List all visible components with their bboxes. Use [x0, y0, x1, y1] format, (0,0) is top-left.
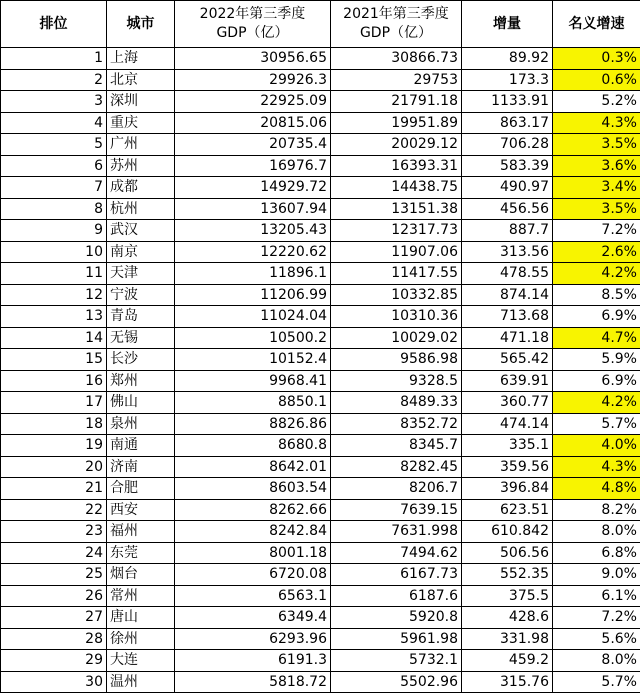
- growth-cell[interactable]: 5.7%: [553, 413, 640, 435]
- growth-cell[interactable]: 6.1%: [553, 585, 640, 607]
- gdp-2021-cell[interactable]: 8345.7: [331, 435, 462, 457]
- table-row: [1, 134, 640, 156]
- table-row: [1, 671, 640, 693]
- gdp-2021-cell[interactable]: 10332.85: [331, 284, 462, 306]
- table-row: [1, 456, 640, 478]
- growth-cell[interactable]: 3.5%: [553, 198, 640, 220]
- increase-cell[interactable]: 623.51: [462, 499, 553, 521]
- header-row: [1, 1, 640, 48]
- gdp-2022-cell[interactable]: 6191.3: [175, 650, 331, 672]
- gdp-2022-cell[interactable]: 10152.4: [175, 349, 331, 371]
- header-growth[interactable]: 名义增速: [553, 1, 640, 48]
- gdp-2022-cell[interactable]: 8826.86: [175, 413, 331, 435]
- city-cell[interactable]: 杭州: [107, 198, 175, 220]
- growth-cell[interactable]: 0.6%: [553, 69, 640, 91]
- city-cell[interactable]: 南京: [107, 241, 175, 263]
- increase-cell[interactable]: 173.3: [462, 69, 553, 91]
- growth-cell[interactable]: 5.2%: [553, 91, 640, 113]
- growth-cell[interactable]: 6.9%: [553, 370, 640, 392]
- city-cell[interactable]: 南通: [107, 435, 175, 457]
- rank-cell[interactable]: 28: [1, 628, 107, 650]
- rank-cell[interactable]: 16: [1, 370, 107, 392]
- gdp-2021-cell[interactable]: 16393.31: [331, 155, 462, 177]
- city-cell[interactable]: 无锡: [107, 327, 175, 349]
- rank-cell[interactable]: 6: [1, 155, 107, 177]
- city-cell[interactable]: 深圳: [107, 91, 175, 113]
- gdp-2021-cell[interactable]: 8282.45: [331, 456, 462, 478]
- city-cell[interactable]: 佛山: [107, 392, 175, 414]
- increase-cell[interactable]: 315.76: [462, 671, 553, 693]
- gdp-2021-cell[interactable]: 8489.33: [331, 392, 462, 414]
- gdp-2021-cell[interactable]: 5502.96: [331, 671, 462, 693]
- rank-cell[interactable]: 8: [1, 198, 107, 220]
- increase-cell[interactable]: 459.2: [462, 650, 553, 672]
- city-cell[interactable]: 西安: [107, 499, 175, 521]
- gdp-2022-cell[interactable]: 20815.06: [175, 112, 331, 134]
- city-cell[interactable]: 上海: [107, 48, 175, 70]
- gdp-2022-cell[interactable]: 8603.54: [175, 478, 331, 500]
- increase-cell[interactable]: 552.35: [462, 564, 553, 586]
- increase-cell[interactable]: 335.1: [462, 435, 553, 457]
- rank-cell[interactable]: 4: [1, 112, 107, 134]
- increase-cell[interactable]: 360.77: [462, 392, 553, 414]
- growth-cell[interactable]: 4.0%: [553, 435, 640, 457]
- gdp-2021-cell[interactable]: 9328.5: [331, 370, 462, 392]
- city-cell[interactable]: 合肥: [107, 478, 175, 500]
- table-row: [1, 564, 640, 586]
- gdp-2021-cell[interactable]: 20029.12: [331, 134, 462, 156]
- table-row: [1, 241, 640, 263]
- table-row: [1, 650, 640, 672]
- rank-cell[interactable]: 17: [1, 392, 107, 414]
- gdp-2022-cell[interactable]: 20735.4: [175, 134, 331, 156]
- gdp-2022-cell[interactable]: 11024.04: [175, 306, 331, 328]
- increase-cell[interactable]: 506.56: [462, 542, 553, 564]
- table-row: [1, 327, 640, 349]
- city-cell[interactable]: 徐州: [107, 628, 175, 650]
- gdp-2021-cell[interactable]: 6187.6: [331, 585, 462, 607]
- growth-cell[interactable]: 8.5%: [553, 284, 640, 306]
- table-row: [1, 198, 640, 220]
- table-row: [1, 542, 640, 564]
- gdp-2022-cell[interactable]: 8850.1: [175, 392, 331, 414]
- growth-cell[interactable]: 6.8%: [553, 542, 640, 564]
- gdp-2021-cell[interactable]: 7631.998: [331, 521, 462, 543]
- table-row: [1, 478, 640, 500]
- gdp-2022-cell[interactable]: 14929.72: [175, 177, 331, 199]
- growth-cell[interactable]: 8.2%: [553, 499, 640, 521]
- growth-cell[interactable]: 7.2%: [553, 607, 640, 629]
- city-cell[interactable]: 泉州: [107, 413, 175, 435]
- table-row: [1, 220, 640, 242]
- rank-cell[interactable]: 18: [1, 413, 107, 435]
- growth-cell[interactable]: 3.4%: [553, 177, 640, 199]
- gdp-2021-cell[interactable]: 8206.7: [331, 478, 462, 500]
- increase-cell[interactable]: 639.91: [462, 370, 553, 392]
- city-cell[interactable]: 天津: [107, 263, 175, 285]
- table-row: [1, 435, 640, 457]
- table-row: [1, 349, 640, 371]
- table-row: [1, 48, 640, 70]
- gdp-2022-cell[interactable]: 12220.62: [175, 241, 331, 263]
- growth-cell[interactable]: 4.7%: [553, 327, 640, 349]
- growth-cell[interactable]: 5.6%: [553, 628, 640, 650]
- city-cell[interactable]: 北京: [107, 69, 175, 91]
- city-cell[interactable]: 长沙: [107, 349, 175, 371]
- table-row: [1, 112, 640, 134]
- table-row: [1, 284, 640, 306]
- gdp-2022-cell[interactable]: 6349.4: [175, 607, 331, 629]
- rank-cell[interactable]: 14: [1, 327, 107, 349]
- table-row: [1, 91, 640, 113]
- city-cell[interactable]: 大连: [107, 650, 175, 672]
- rank-cell[interactable]: 24: [1, 542, 107, 564]
- growth-cell[interactable]: 6.9%: [553, 306, 640, 328]
- gdp-2021-cell[interactable]: 7639.15: [331, 499, 462, 521]
- increase-cell[interactable]: 1133.91: [462, 91, 553, 113]
- growth-cell[interactable]: 8.0%: [553, 650, 640, 672]
- rank-cell[interactable]: 30: [1, 671, 107, 693]
- increase-cell[interactable]: 456.56: [462, 198, 553, 220]
- gdp-2021-cell[interactable]: 12317.73: [331, 220, 462, 242]
- growth-cell[interactable]: 4.2%: [553, 392, 640, 414]
- city-cell[interactable]: 温州: [107, 671, 175, 693]
- increase-cell[interactable]: 428.6: [462, 607, 553, 629]
- gdp-2021-cell[interactable]: 5961.98: [331, 628, 462, 650]
- gdp-2021-cell[interactable]: 11907.06: [331, 241, 462, 263]
- table-row: [1, 585, 640, 607]
- gdp-2021-cell[interactable]: 9586.98: [331, 349, 462, 371]
- increase-cell[interactable]: 887.7: [462, 220, 553, 242]
- table-body: [1, 48, 640, 693]
- increase-cell[interactable]: 565.42: [462, 349, 553, 371]
- gdp-2022-cell[interactable]: 8001.18: [175, 542, 331, 564]
- rank-cell[interactable]: 13: [1, 306, 107, 328]
- gdp-2022-cell[interactable]: 8642.01: [175, 456, 331, 478]
- rank-cell[interactable]: 21: [1, 478, 107, 500]
- city-cell[interactable]: 济南: [107, 456, 175, 478]
- increase-cell[interactable]: 471.18: [462, 327, 553, 349]
- increase-cell[interactable]: 874.14: [462, 284, 553, 306]
- table-row: [1, 413, 640, 435]
- increase-cell[interactable]: 713.68: [462, 306, 553, 328]
- rank-cell[interactable]: 10: [1, 241, 107, 263]
- header-gdp-2021[interactable]: [331, 1, 462, 48]
- header-city[interactable]: 城市: [107, 1, 175, 48]
- rank-cell[interactable]: 11: [1, 263, 107, 285]
- increase-cell[interactable]: 396.84: [462, 478, 553, 500]
- city-cell[interactable]: 成都: [107, 177, 175, 199]
- table-row: [1, 306, 640, 328]
- gdp-2022-cell[interactable]: 5818.72: [175, 671, 331, 693]
- rank-cell[interactable]: 9: [1, 220, 107, 242]
- increase-cell[interactable]: 89.92: [462, 48, 553, 70]
- growth-cell[interactable]: 5.7%: [553, 671, 640, 693]
- city-cell[interactable]: 苏州: [107, 155, 175, 177]
- gdp-2022-cell[interactable]: 30956.65: [175, 48, 331, 70]
- rank-cell[interactable]: 7: [1, 177, 107, 199]
- increase-cell[interactable]: 490.97: [462, 177, 553, 199]
- city-cell[interactable]: 广州: [107, 134, 175, 156]
- gdp-2022-cell[interactable]: 29926.3: [175, 69, 331, 91]
- gdp-2021-cell[interactable]: 19951.89: [331, 112, 462, 134]
- gdp-2021-cell[interactable]: 13151.38: [331, 198, 462, 220]
- increase-cell[interactable]: 863.17: [462, 112, 553, 134]
- table-row: [1, 155, 640, 177]
- header-gdp-2021-line2: GDP（亿）: [359, 25, 433, 41]
- table-row: [1, 370, 640, 392]
- gdp-2022-cell[interactable]: 6720.08: [175, 564, 331, 586]
- increase-cell[interactable]: 359.56: [462, 456, 553, 478]
- gdp-2021-cell[interactable]: 7494.62: [331, 542, 462, 564]
- gdp-2022-cell[interactable]: 11896.1: [175, 263, 331, 285]
- rank-cell[interactable]: 23: [1, 521, 107, 543]
- gdp-2022-cell[interactable]: 10500.2: [175, 327, 331, 349]
- gdp-2021-cell[interactable]: 21791.18: [331, 91, 462, 113]
- increase-cell[interactable]: 478.55: [462, 263, 553, 285]
- gdp-2021-cell[interactable]: 10029.02: [331, 327, 462, 349]
- table-header: [1, 1, 640, 48]
- city-cell[interactable]: 武汉: [107, 220, 175, 242]
- city-cell[interactable]: 青岛: [107, 306, 175, 328]
- gdp-2021-cell[interactable]: 8352.72: [331, 413, 462, 435]
- gdp-2022-cell[interactable]: 8262.66: [175, 499, 331, 521]
- city-cell[interactable]: 福州: [107, 521, 175, 543]
- city-cell[interactable]: 唐山: [107, 607, 175, 629]
- increase-cell[interactable]: 610.842: [462, 521, 553, 543]
- gdp-2022-cell[interactable]: 11206.99: [175, 284, 331, 306]
- rank-cell[interactable]: 3: [1, 91, 107, 113]
- growth-cell[interactable]: 9.0%: [553, 564, 640, 586]
- gdp-2022-cell[interactable]: 6563.1: [175, 585, 331, 607]
- rank-cell[interactable]: 22: [1, 499, 107, 521]
- rank-cell[interactable]: 5: [1, 134, 107, 156]
- table-row: [1, 177, 640, 199]
- increase-cell[interactable]: 375.5: [462, 585, 553, 607]
- table-row: [1, 499, 640, 521]
- header-gdp-2021-line1: 2021年第三季度: [343, 6, 449, 22]
- gdp-2021-cell[interactable]: 11417.55: [331, 263, 462, 285]
- gdp-2021-cell[interactable]: 6167.73: [331, 564, 462, 586]
- rank-cell[interactable]: 25: [1, 564, 107, 586]
- increase-cell[interactable]: 474.14: [462, 413, 553, 435]
- city-cell[interactable]: 郑州: [107, 370, 175, 392]
- gdp-2022-cell[interactable]: 16976.7: [175, 155, 331, 177]
- growth-cell[interactable]: 2.6%: [553, 241, 640, 263]
- increase-cell[interactable]: 583.39: [462, 155, 553, 177]
- gdp-2021-cell[interactable]: 29753: [331, 69, 462, 91]
- header-gdp-2022-line2: GDP（亿）: [216, 25, 289, 41]
- rank-cell[interactable]: 26: [1, 585, 107, 607]
- table-row: [1, 607, 640, 629]
- table-row: [1, 69, 640, 91]
- increase-cell[interactable]: 331.98: [462, 628, 553, 650]
- growth-cell[interactable]: 5.9%: [553, 349, 640, 371]
- table-row: [1, 521, 640, 543]
- gdp-2021-cell[interactable]: 14438.75: [331, 177, 462, 199]
- gdp-2021-cell[interactable]: 10310.36: [331, 306, 462, 328]
- gdp-2022-cell[interactable]: 6293.96: [175, 628, 331, 650]
- gdp-2022-cell[interactable]: 8242.84: [175, 521, 331, 543]
- rank-cell[interactable]: 2: [1, 69, 107, 91]
- growth-cell[interactable]: 4.3%: [553, 456, 640, 478]
- header-increase[interactable]: 增量: [462, 1, 553, 48]
- gdp-2022-cell[interactable]: 9968.41: [175, 370, 331, 392]
- table-row: [1, 628, 640, 650]
- increase-cell[interactable]: 313.56: [462, 241, 553, 263]
- growth-cell[interactable]: 3.6%: [553, 155, 640, 177]
- increase-cell[interactable]: 706.28: [462, 134, 553, 156]
- city-cell[interactable]: 烟台: [107, 564, 175, 586]
- gdp-2022-cell[interactable]: 13607.94: [175, 198, 331, 220]
- header-gdp-2022[interactable]: [175, 1, 331, 48]
- gdp-2021-cell[interactable]: 30866.73: [331, 48, 462, 70]
- growth-cell[interactable]: 8.0%: [553, 521, 640, 543]
- gdp-2022-cell[interactable]: 8680.8: [175, 435, 331, 457]
- gdp-2021-cell[interactable]: 5732.1: [331, 650, 462, 672]
- growth-cell[interactable]: 4.8%: [553, 478, 640, 500]
- growth-cell[interactable]: 3.5%: [553, 134, 640, 156]
- rank-cell[interactable]: 1: [1, 48, 107, 70]
- growth-cell[interactable]: 4.3%: [553, 112, 640, 134]
- city-cell[interactable]: 重庆: [107, 112, 175, 134]
- header-gdp-2022-line1: 2022年第三季度: [199, 6, 306, 22]
- gdp-2022-cell[interactable]: 22925.09: [175, 91, 331, 113]
- rank-cell[interactable]: 15: [1, 349, 107, 371]
- rank-cell[interactable]: 19: [1, 435, 107, 457]
- city-cell[interactable]: 常州: [107, 585, 175, 607]
- table-row: [1, 392, 640, 414]
- city-cell[interactable]: 东莞: [107, 542, 175, 564]
- growth-cell[interactable]: 7.2%: [553, 220, 640, 242]
- gdp-2021-cell[interactable]: 5920.8: [331, 607, 462, 629]
- header-rank[interactable]: 排位: [1, 1, 107, 48]
- growth-cell[interactable]: 0.3%: [553, 48, 640, 70]
- rank-cell[interactable]: 29: [1, 650, 107, 672]
- growth-cell[interactable]: 4.2%: [553, 263, 640, 285]
- table-row: [1, 263, 640, 285]
- gdp-2022-cell[interactable]: 13205.43: [175, 220, 331, 242]
- rank-cell[interactable]: 12: [1, 284, 107, 306]
- city-cell[interactable]: 宁波: [107, 284, 175, 306]
- rank-cell[interactable]: 20: [1, 456, 107, 478]
- rank-cell[interactable]: 27: [1, 607, 107, 629]
